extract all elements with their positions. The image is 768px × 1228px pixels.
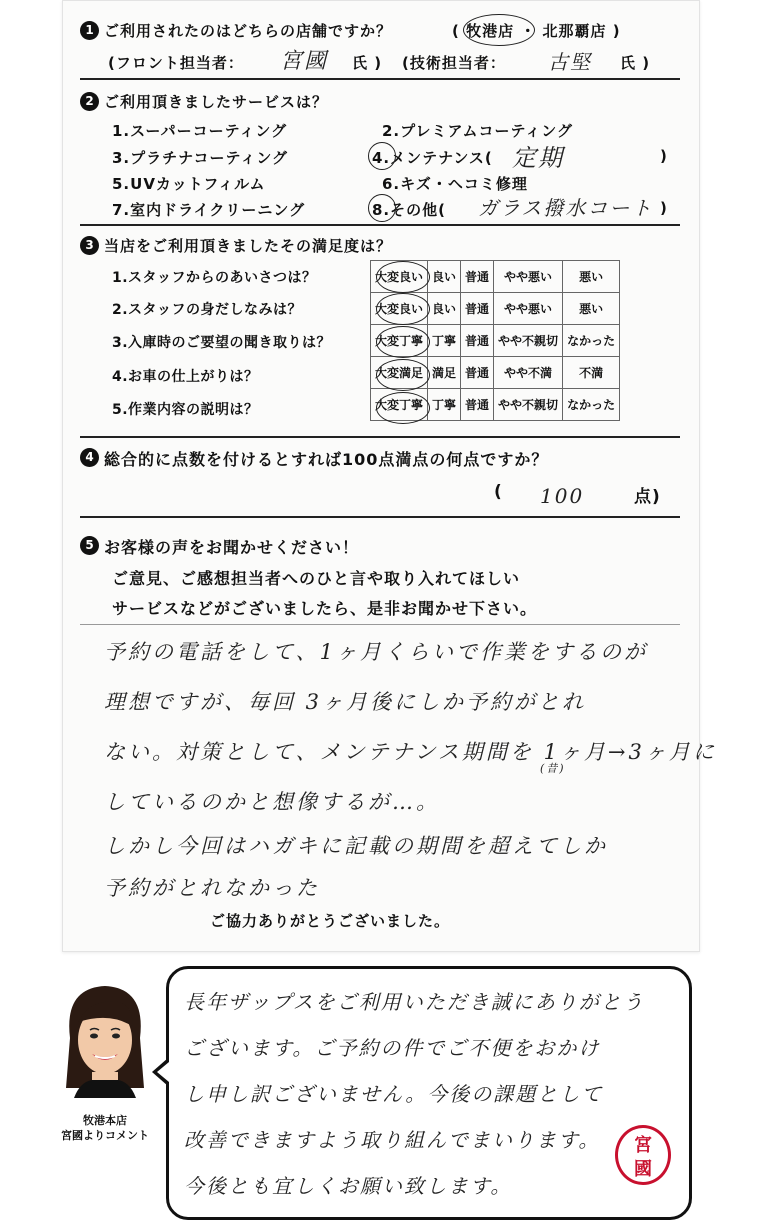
reply-line-3: し申し訳ございません。今後の課題として [184, 1082, 604, 1106]
woman-portrait-icon [50, 978, 160, 1098]
rating-cell: 普通 [461, 261, 494, 293]
rating-cell: 悪い [563, 261, 620, 293]
front-staff-name: 宮國 [280, 49, 329, 74]
reply-caption-store: 牧港本店 [83, 1114, 127, 1127]
service-5: 5.UVカットフィルム [112, 175, 266, 193]
bubble-tail [157, 1062, 169, 1082]
customer-comment-line-4: しているのかと想像するが…。 [104, 790, 440, 814]
selected-rating-circle [376, 293, 430, 325]
other-service-note: ガラス撥水コート [478, 196, 654, 220]
rating-cell: やや不親切 [494, 325, 563, 357]
service-3: 3.プラチナコーティング [112, 149, 289, 167]
reply-line-5: 今後とも宜しくお願い致します。 [184, 1174, 513, 1198]
rating-cell: なかった [563, 389, 620, 421]
q1-store-options: ( 牧港店 ・ 北那覇店 ) [452, 22, 621, 40]
rating-cell: 満足 [428, 357, 461, 389]
divider [80, 516, 680, 518]
name-seal-stamp [615, 1125, 671, 1185]
service-2: 2.プレミアムコーティング [382, 122, 573, 140]
stamp-char: 宮 [634, 1135, 652, 1156]
satisfaction-question-4: 4.お車の仕上がりは？ [112, 369, 259, 385]
question-number-1: 1 [80, 21, 99, 40]
q5-instruction-2: サービスなどがございましたら、是非お聞かせ下さい。 [112, 599, 538, 618]
rating-cell: なかった [563, 325, 620, 357]
customer-comment-annotation: (昔) [540, 762, 566, 775]
q1-question: ご利用されたのはどちらの店舗ですか？ [104, 22, 393, 40]
satisfaction-question-1: 1.スタッフからのあいさつは？ [112, 270, 317, 286]
question-number-2: 2 [80, 92, 99, 111]
divider [80, 78, 680, 80]
customer-comment-line-1: 予約の電話をして、1ヶ月くらいで作業をするのが [104, 640, 648, 664]
rating-cell: 悪い [563, 293, 620, 325]
rating-cell: 良い [428, 261, 461, 293]
rating-cell: 普通 [461, 325, 494, 357]
rating-cell: 大変丁寧 [371, 389, 428, 421]
rating-cell: やや不満 [494, 357, 563, 389]
rating-cell: 普通 [461, 357, 494, 389]
staff-avatar [50, 978, 160, 1098]
stamp-char: 國 [634, 1159, 652, 1180]
overall-score: 100 [540, 484, 585, 508]
question-number-4: 4 [80, 448, 99, 467]
maintenance-note: 定期 [512, 144, 564, 172]
service-4-close: ) [660, 147, 668, 165]
service-6: 6.キズ・ヘコミ修理 [382, 175, 528, 193]
rating-cell: 丁寧 [428, 325, 461, 357]
tech-staff-name: 古堅 [548, 50, 592, 74]
divider [80, 436, 680, 438]
selected-rating-circle [376, 261, 430, 293]
q3-question: 当店をご利用頂きましたその満足度は？ [104, 237, 393, 255]
score-unit: 点) [634, 487, 661, 507]
satisfaction-question-3: 3.入庫時のご要望の聞き取りは？ [112, 335, 332, 351]
service-8-close: ) [660, 199, 668, 217]
satisfaction-question-5: 5.作業内容の説明は？ [112, 402, 259, 418]
reply-line-2: ございます。ご予約の件でご不便をおかけ [184, 1036, 601, 1060]
question-number-3: 3 [80, 236, 99, 255]
service-4-selected-circle [368, 142, 396, 170]
satisfaction-question-2: 2.スタッフの身だしなみは？ [112, 302, 303, 318]
tech-staff-suffix: 氏 ) [620, 54, 651, 72]
divider [80, 224, 680, 226]
front-staff-label: (フロント担当者： [108, 54, 244, 72]
divider [80, 624, 680, 625]
reply-line-4: 改善できますよう取り組んでまいります。 [184, 1128, 601, 1152]
rating-cell: 大変良い [371, 261, 428, 293]
reply-line-1: 長年ザップスをご利用いただき誠にありがとう [184, 990, 645, 1014]
customer-comment-line-2: 理想ですが、毎回 3ヶ月後にしか予約がとれ [104, 690, 587, 714]
rating-cell: 大変満足 [371, 357, 428, 389]
service-8: 8.その他( [372, 201, 446, 219]
front-staff-suffix: 氏 ) [352, 54, 383, 72]
reply-caption-staff: 宮國よりコメント [61, 1129, 149, 1142]
service-7: 7.室内ドライクリーニング [112, 201, 306, 219]
q5-instruction-1: ご意見、ご感想担当者へのひと言や取り入れてほしい [112, 569, 521, 588]
q5-title: お客様の声をお聞かせください！ [104, 538, 360, 557]
thank-you-message: ご協力ありがとうございました。 [210, 912, 451, 930]
customer-comment-line-3: ない。対策として、メンテナンス期間を 1ヶ月→3ヶ月に [104, 740, 717, 764]
service-8-selected-circle [368, 194, 396, 222]
tech-staff-label: (技術担当者： [402, 54, 506, 72]
service-4: 4.メンテナンス( [372, 149, 493, 167]
q4-question: 総合的に点数を付けるとすれば100点満点の何点ですか？ [104, 450, 549, 469]
score-open-paren: ( [494, 482, 503, 502]
rating-cell: 丁寧 [428, 389, 461, 421]
rating-cell: 普通 [461, 293, 494, 325]
customer-comment-line-5: しかし今回はハガキに記載の期間を超えてしか [104, 834, 608, 858]
rating-cell: やや不親切 [494, 389, 563, 421]
q2-question: ご利用頂きましたサービスは？ [104, 93, 329, 111]
rating-cell: 大変良い [371, 293, 428, 325]
selected-rating-circle [376, 359, 430, 391]
rating-cell: 不満 [563, 357, 620, 389]
q1-selected-store-circle [463, 14, 535, 46]
rating-cell: 普通 [461, 389, 494, 421]
selected-rating-circle [376, 326, 430, 358]
rating-cell: 大変丁寧 [371, 325, 428, 357]
rating-cell: 良い [428, 293, 461, 325]
selected-rating-circle [376, 392, 430, 424]
customer-comment-line-6: 予約がとれなかった [104, 876, 320, 900]
rating-cell: やや悪い [494, 293, 563, 325]
service-1: 1.スーパーコーティング [112, 122, 288, 140]
rating-cell: やや悪い [494, 261, 563, 293]
question-number-5: 5 [80, 536, 99, 555]
